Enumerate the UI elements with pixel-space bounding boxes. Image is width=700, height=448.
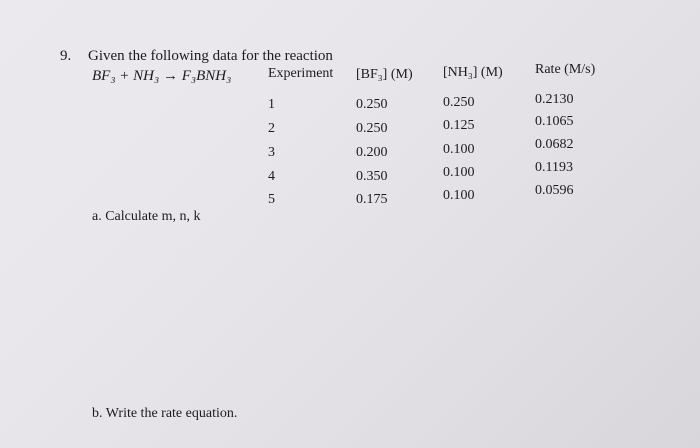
- cell-bf3: 0.200: [356, 145, 388, 160]
- cell-rate: 0.0596: [535, 183, 574, 198]
- cell-experiment: 4: [268, 169, 275, 184]
- header-rate: Rate (M/s): [535, 62, 596, 77]
- part-b-prompt: b. Write the rate equation.: [92, 406, 238, 421]
- cell-bf3: 0.250: [356, 121, 388, 136]
- cell-nh3: 0.250: [443, 95, 475, 110]
- cell-bf3: 0.350: [356, 169, 388, 184]
- cell-bf3: 0.175: [356, 192, 388, 207]
- cell-rate: 0.0682: [535, 137, 574, 152]
- question-number: 9.: [60, 48, 72, 64]
- part-a-prompt: a. Calculate m, n, k: [92, 209, 201, 224]
- cell-rate: 0.1065: [535, 114, 574, 129]
- cell-experiment: 1: [268, 97, 275, 112]
- cell-experiment: 3: [268, 145, 275, 160]
- cell-rate: 0.1193: [535, 160, 573, 175]
- cell-nh3: 0.100: [443, 142, 475, 157]
- header-nh3: [NH₃] (M): [443, 65, 503, 80]
- cell-nh3: 0.125: [443, 118, 475, 133]
- cell-nh3: 0.100: [443, 188, 475, 203]
- reaction-equation: BF₃ + NH₃ → F₃BNH₃: [92, 68, 232, 84]
- header-bf3: [BF₃] (M): [356, 67, 413, 82]
- header-experiment: Experiment: [268, 66, 334, 81]
- cell-experiment: 2: [268, 121, 275, 136]
- question-prompt: Given the following data for the reaction: [88, 48, 333, 64]
- cell-bf3: 0.250: [356, 97, 388, 112]
- cell-rate: 0.2130: [535, 92, 574, 107]
- cell-nh3: 0.100: [443, 165, 475, 180]
- cell-experiment: 5: [268, 192, 275, 207]
